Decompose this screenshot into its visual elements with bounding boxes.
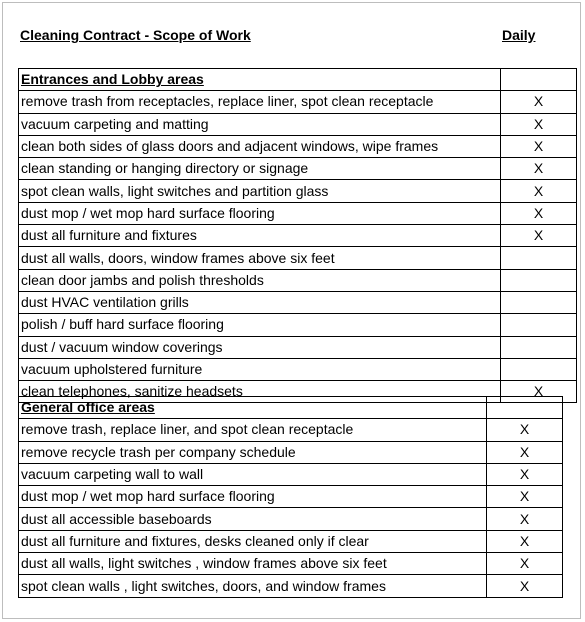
task-description: dust all furniture and fixtures [19,225,501,247]
task-description: vacuum upholstered furniture [19,358,501,380]
table-row [19,225,577,247]
daily-mark: X [487,575,563,597]
daily-mark: X [487,441,563,463]
section-header-blank [501,69,577,91]
daily-mark [501,291,577,313]
daily-mark: X [501,158,577,180]
daily-mark: X [501,225,577,247]
table-row [19,269,577,291]
table-row [19,247,577,269]
table-row [19,91,577,113]
task-description: spot clean walls, light switches and partition glass [19,180,501,202]
table-row [19,530,563,552]
daily-mark: X [501,202,577,224]
task-description: dust all accessible baseboards [19,508,487,530]
entrances-lobby-table [18,68,577,403]
daily-mark: X [501,381,577,403]
table-row [19,291,577,313]
table-row [19,158,577,180]
table-row [19,358,577,380]
task-description: remove recycle trash per company schedule [19,441,487,463]
daily-mark [501,314,577,336]
daily-mark: X [501,91,577,113]
document-title: Cleaning Contract - Scope of Work [20,27,251,43]
table-row [19,180,577,202]
task-description: clean telephones, sanitize headsets [19,381,501,403]
daily-mark: X [487,508,563,530]
frequency-column-header: Daily [502,27,536,43]
table-row [19,113,577,135]
task-description: dust mop / wet mop hard surface flooring [19,486,487,508]
daily-mark [501,269,577,291]
table-row [19,441,563,463]
section-title: Entrances and Lobby areas [19,69,501,91]
table-row [19,419,563,441]
table-row [19,508,563,530]
daily-mark: X [487,486,563,508]
section-title: General office areas [19,397,487,419]
daily-mark: X [501,113,577,135]
daily-mark [501,358,577,380]
table-row [19,202,577,224]
task-description: dust HVAC ventilation grills [19,291,501,313]
daily-mark [501,336,577,358]
task-description: dust all walls, light switches , window frames above six feet [19,553,487,575]
table-row [19,575,563,597]
task-description: spot clean walls , light switches, doors, and window frames [19,575,487,597]
task-description: dust mop / wet mop hard surface flooring [19,202,501,224]
table-row [19,553,563,575]
daily-mark: X [501,135,577,157]
daily-mark [501,247,577,269]
task-description: remove trash from receptacles, replace liner, spot clean receptacle [19,91,501,113]
task-description: polish / buff hard surface flooring [19,314,501,336]
document-header [20,27,565,47]
daily-mark: X [487,530,563,552]
table-row [19,314,577,336]
daily-mark: X [487,553,563,575]
task-description: remove trash, replace liner, and spot clean receptacle [19,419,487,441]
daily-mark: X [487,463,563,485]
task-description: vacuum carpeting and matting [19,113,501,135]
section-header-row [19,69,577,91]
daily-mark: X [501,180,577,202]
daily-mark: X [487,419,563,441]
task-description: clean standing or hanging directory or signage [19,158,501,180]
table-row [19,486,563,508]
general-office-table [18,396,563,598]
task-description: dust all walls, doors, window frames above six feet [19,247,501,269]
task-description: vacuum carpeting wall to wall [19,463,487,485]
task-description: clean both sides of glass doors and adjacent windows, wipe frames [19,135,501,157]
task-description: dust / vacuum window coverings [19,336,501,358]
table-row [19,135,577,157]
table-row [19,463,563,485]
task-description: clean door jambs and polish thresholds [19,269,501,291]
section-header-blank [487,397,563,419]
section-header-row [19,397,563,419]
table-row [19,336,577,358]
task-description: dust all furniture and fixtures, desks cleaned only if clear [19,530,487,552]
